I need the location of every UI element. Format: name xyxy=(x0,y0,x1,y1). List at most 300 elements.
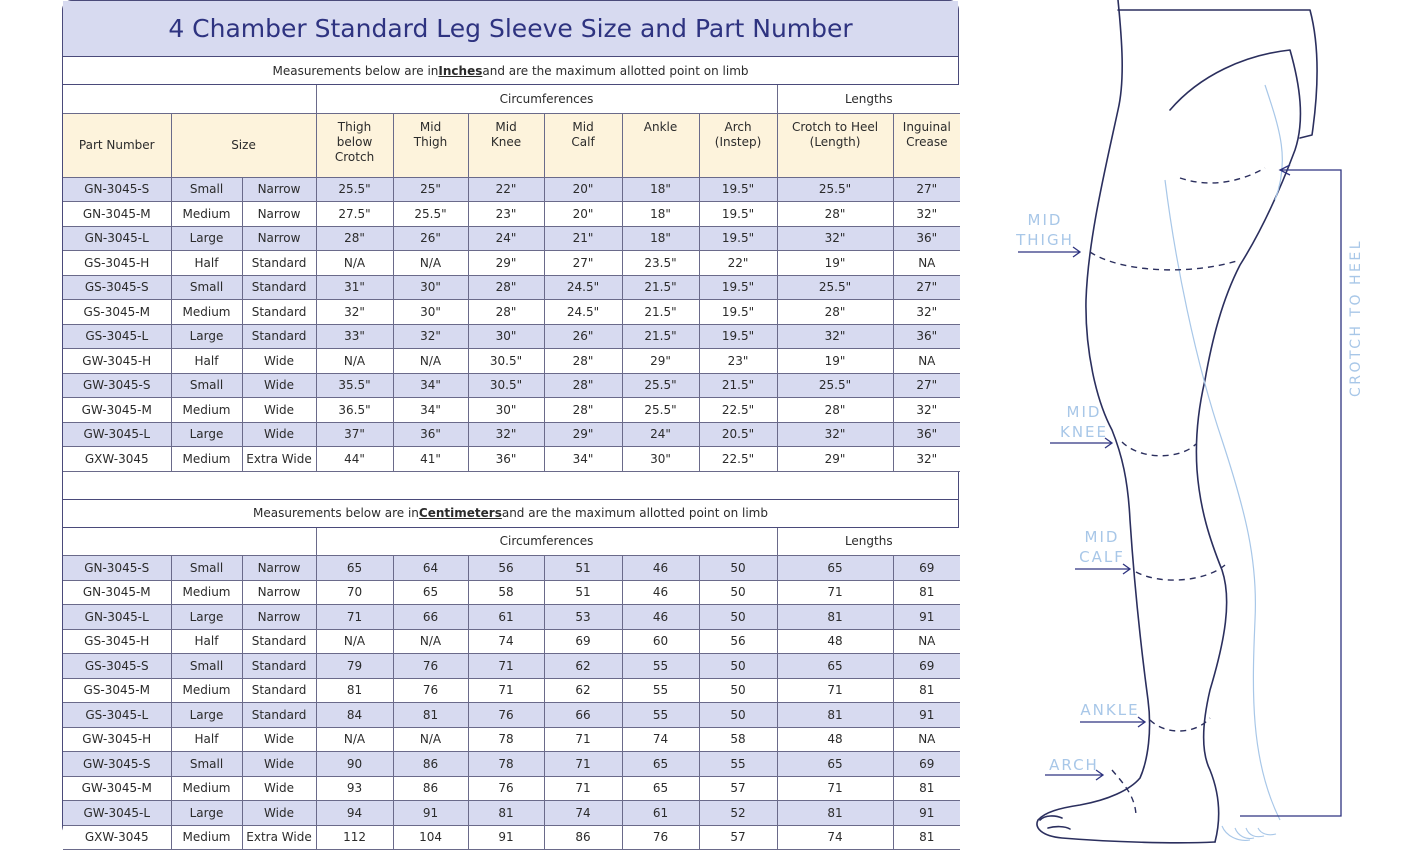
table-cell: 28" xyxy=(316,226,393,251)
table-cell: Small xyxy=(171,752,242,777)
table-cell: 51 xyxy=(544,580,622,605)
label-arch: ARCH xyxy=(1049,756,1099,774)
table-cell: NA xyxy=(893,629,960,654)
table-cell: 55 xyxy=(699,752,777,777)
table-cell: GXW-3045 xyxy=(63,447,171,472)
table-cell: 30" xyxy=(468,398,544,423)
table-cell: Medium xyxy=(171,825,242,850)
table-cell: 32" xyxy=(468,422,544,447)
table-cell: 104 xyxy=(393,825,468,850)
inner-leg-line xyxy=(1165,180,1280,820)
table-row xyxy=(63,226,960,251)
table-row xyxy=(63,629,960,654)
table-cell: Extra Wide xyxy=(242,447,316,472)
mid-calf-cut xyxy=(1136,565,1225,580)
table-cell: 36" xyxy=(893,226,960,251)
table-cell: 36" xyxy=(893,422,960,447)
table-cell: 86 xyxy=(393,776,468,801)
table-cell: 18" xyxy=(622,177,699,202)
table-cell: 21.5" xyxy=(699,373,777,398)
cm-note-unit: Centimeters xyxy=(418,506,502,520)
table-cell: 46 xyxy=(622,556,699,581)
table-cell: GW-3045-S xyxy=(63,752,171,777)
table-cell: 21.5" xyxy=(622,275,699,300)
col-arch: Arch (Instep) xyxy=(699,113,777,177)
table-cell: 91 xyxy=(393,801,468,826)
table-cell: 74 xyxy=(622,727,699,752)
table-row xyxy=(63,398,960,423)
table-cell: 28" xyxy=(544,349,622,374)
table-cell: Wide xyxy=(242,727,316,752)
table-cell: Wide xyxy=(242,776,316,801)
table-cell: 24" xyxy=(468,226,544,251)
table-cell: Wide xyxy=(242,373,316,398)
table-cell: 32" xyxy=(316,300,393,325)
table-cell: 32" xyxy=(777,226,893,251)
table-cell: 65 xyxy=(393,580,468,605)
table-cell: GN-3045-S xyxy=(63,556,171,581)
table-cell: 30" xyxy=(622,447,699,472)
table-cell: Medium xyxy=(171,678,242,703)
table-cell: 30.5" xyxy=(468,373,544,398)
table-cell: 34" xyxy=(544,447,622,472)
col-thigh-below-crotch: Thigh below Crotch xyxy=(316,113,393,177)
table-cell: Standard xyxy=(242,629,316,654)
table-cell: GXW-3045 xyxy=(63,825,171,850)
table-cell: N/A xyxy=(316,629,393,654)
table-cell: 30" xyxy=(393,275,468,300)
table-cell: 21" xyxy=(544,226,622,251)
table-row xyxy=(63,776,960,801)
table-cell: 25.5" xyxy=(777,177,893,202)
label-ankle: ANKLE xyxy=(1080,701,1140,719)
table-cell: 24.5" xyxy=(544,300,622,325)
table-cell: Wide xyxy=(242,398,316,423)
table-row xyxy=(63,373,960,398)
table-row xyxy=(63,727,960,752)
table-cell: 32" xyxy=(893,398,960,423)
circumferences-header: Circumferences xyxy=(316,85,777,113)
table-cell: 19.5" xyxy=(699,275,777,300)
table-cell: N/A xyxy=(393,251,468,276)
table-cell: Small xyxy=(171,556,242,581)
table-cell: Medium xyxy=(171,398,242,423)
col-part-number: Part Number xyxy=(63,113,171,177)
table-cell: 23" xyxy=(699,349,777,374)
table-cell: 31" xyxy=(316,275,393,300)
table-cell: GS-3045-S xyxy=(63,654,171,679)
table-cell: 61 xyxy=(622,801,699,826)
table-cell: Large xyxy=(171,422,242,447)
table-cell: GN-3045-M xyxy=(63,202,171,227)
table-cell: 71 xyxy=(777,776,893,801)
table-cell: 50 xyxy=(699,605,777,630)
table-cell: N/A xyxy=(316,251,393,276)
table-cell: 84 xyxy=(316,703,393,728)
table-cell: 18" xyxy=(622,226,699,251)
table-cell: Small xyxy=(171,177,242,202)
table-cell: 32" xyxy=(393,324,468,349)
circumferences-header-cm: Circumferences xyxy=(316,528,777,556)
table-cell: 34" xyxy=(393,398,468,423)
table-cell: GW-3045-H xyxy=(63,727,171,752)
table-cell: 19.5" xyxy=(699,324,777,349)
table-cell: 66 xyxy=(393,605,468,630)
table-cell: GN-3045-S xyxy=(63,177,171,202)
table-row xyxy=(63,202,960,227)
table-cell: GS-3045-S xyxy=(63,275,171,300)
inches-note-pre: Measurements below are in xyxy=(272,63,439,78)
table-cell: 28" xyxy=(777,300,893,325)
table-cell: 55 xyxy=(622,678,699,703)
table-cell: 25.5" xyxy=(622,398,699,423)
table-cell: 91 xyxy=(468,825,544,850)
table-cell: 23" xyxy=(468,202,544,227)
table-row xyxy=(63,580,960,605)
table-cell: 50 xyxy=(699,556,777,581)
table-cell: 32" xyxy=(893,447,960,472)
table-cell: 56 xyxy=(699,629,777,654)
table-cell: 41" xyxy=(393,447,468,472)
table-cell: 81 xyxy=(893,825,960,850)
table-cell: 37" xyxy=(316,422,393,447)
col-size: Size xyxy=(171,113,316,177)
table-cell: Standard xyxy=(242,275,316,300)
table-cell: 71 xyxy=(468,654,544,679)
inches-table xyxy=(63,85,960,472)
cm-table-body xyxy=(63,556,960,850)
table-cell: 76 xyxy=(393,654,468,679)
table-cell: 94 xyxy=(316,801,393,826)
table-cell: 81 xyxy=(777,801,893,826)
table-cell: 24.5" xyxy=(544,275,622,300)
table-cell: GW-3045-L xyxy=(63,801,171,826)
table-cell: 91 xyxy=(893,605,960,630)
table-cell: 21.5" xyxy=(622,324,699,349)
table-cell: 25.5" xyxy=(777,373,893,398)
table-cell: 86 xyxy=(544,825,622,850)
table-cell: 35.5" xyxy=(316,373,393,398)
table-cell: 81 xyxy=(393,703,468,728)
table-cell: 57 xyxy=(699,825,777,850)
table-cell: 22.5" xyxy=(699,398,777,423)
table-cell: Narrow xyxy=(242,580,316,605)
table-cell: 76 xyxy=(622,825,699,850)
table-cell: 71 xyxy=(777,580,893,605)
table-cell: N/A xyxy=(393,349,468,374)
inner-crease-line xyxy=(1265,85,1282,200)
table-cell: 76 xyxy=(393,678,468,703)
table-cell: 27" xyxy=(544,251,622,276)
table-cell: 20" xyxy=(544,177,622,202)
table-cell: N/A xyxy=(316,349,393,374)
table-cell: 69 xyxy=(893,556,960,581)
table-cell: 24" xyxy=(622,422,699,447)
table-cell: Small xyxy=(171,275,242,300)
cm-table xyxy=(63,528,960,851)
table-cell: Large xyxy=(171,801,242,826)
table-cell: 74 xyxy=(468,629,544,654)
table-cell: 25.5" xyxy=(622,373,699,398)
waist-band xyxy=(1118,10,1317,138)
table-cell: GS-3045-L xyxy=(63,703,171,728)
table-cell: 64 xyxy=(393,556,468,581)
table-cell: 30" xyxy=(468,324,544,349)
table-cell: 19.5" xyxy=(699,300,777,325)
table-cell: N/A xyxy=(316,727,393,752)
table-cell: 21.5" xyxy=(622,300,699,325)
table-cell: 18" xyxy=(622,202,699,227)
table-cell: GW-3045-L xyxy=(63,422,171,447)
table-cell: 69 xyxy=(893,654,960,679)
table-cell: 22.5" xyxy=(699,447,777,472)
table-cell: 33" xyxy=(316,324,393,349)
table-cell: 81 xyxy=(777,703,893,728)
table-cell: 66 xyxy=(544,703,622,728)
table-cell: GN-3045-M xyxy=(63,580,171,605)
col-inguinal-crease: Inguinal Crease xyxy=(893,113,960,177)
table-row xyxy=(63,703,960,728)
table-cell: Medium xyxy=(171,300,242,325)
table-row xyxy=(63,605,960,630)
table-cell: GW-3045-M xyxy=(63,776,171,801)
table-cell: 81 xyxy=(316,678,393,703)
table-cell: 55 xyxy=(622,703,699,728)
table-cell: 50 xyxy=(699,654,777,679)
table-cell: 86 xyxy=(393,752,468,777)
table-cell: 44" xyxy=(316,447,393,472)
table-cell: 55 xyxy=(622,654,699,679)
table-cell: 22" xyxy=(699,251,777,276)
table-cell: Medium xyxy=(171,776,242,801)
lengths-header-cm: Lengths xyxy=(777,528,960,556)
table-cell: GW-3045-H xyxy=(63,349,171,374)
table-cell: 91 xyxy=(893,801,960,826)
leg-diagram xyxy=(975,0,1411,854)
table-cell: 50 xyxy=(699,580,777,605)
table-cell: 65 xyxy=(777,752,893,777)
table-row xyxy=(63,324,960,349)
inches-note-unit: Inches xyxy=(438,63,483,78)
table-cell: 48 xyxy=(777,629,893,654)
table-cell: 22" xyxy=(468,177,544,202)
arch-cut xyxy=(1112,770,1136,815)
table-row xyxy=(63,251,960,276)
table-cell: 50 xyxy=(699,703,777,728)
table-cell: Large xyxy=(171,226,242,251)
table-cell: 36" xyxy=(393,422,468,447)
table-cell: 27" xyxy=(893,177,960,202)
table-cell: 58 xyxy=(468,580,544,605)
table-cell: 81 xyxy=(468,801,544,826)
table-cell: 71 xyxy=(316,605,393,630)
foot-sole-lines xyxy=(1222,826,1276,840)
table-cell: 25" xyxy=(393,177,468,202)
table-cell: 28" xyxy=(777,398,893,423)
table-cell: 78 xyxy=(468,727,544,752)
table-cell: Narrow xyxy=(242,226,316,251)
table-cell: Wide xyxy=(242,752,316,777)
table-cell: Wide xyxy=(242,422,316,447)
inches-table-body xyxy=(63,177,960,471)
table-cell: 32" xyxy=(777,324,893,349)
table-cell: Standard xyxy=(242,324,316,349)
mid-thigh-cut xyxy=(1090,252,1240,270)
table-cell: 62 xyxy=(544,678,622,703)
table-cell: GS-3045-M xyxy=(63,678,171,703)
label-mid-knee: MID KNEE xyxy=(1059,403,1108,441)
table-cell: 26" xyxy=(393,226,468,251)
table-cell: 65 xyxy=(777,654,893,679)
table-cell: 36" xyxy=(893,324,960,349)
table-cell: 26" xyxy=(544,324,622,349)
table-cell: 71 xyxy=(544,776,622,801)
table-cell: 28" xyxy=(468,300,544,325)
cm-note xyxy=(63,500,958,528)
table-cell: Standard xyxy=(242,654,316,679)
table-cell: Narrow xyxy=(242,177,316,202)
table-cell: 91 xyxy=(893,703,960,728)
table-cell: Half xyxy=(171,727,242,752)
table-cell: 74 xyxy=(544,801,622,826)
table-cell: 65 xyxy=(622,752,699,777)
table-cell: GS-3045-H xyxy=(63,251,171,276)
table-cell: 79 xyxy=(316,654,393,679)
page-title: 4 Chamber Standard Leg Sleeve Size and Part Number xyxy=(63,1,958,57)
table-cell: N/A xyxy=(393,727,468,752)
table-cell: 71 xyxy=(777,678,893,703)
table-cell: 36" xyxy=(468,447,544,472)
table-cell: N/A xyxy=(393,629,468,654)
table-row xyxy=(63,654,960,679)
table-cell: 34" xyxy=(393,373,468,398)
table-row xyxy=(63,300,960,325)
table-cell: Medium xyxy=(171,202,242,227)
table-cell: GW-3045-S xyxy=(63,373,171,398)
table-cell: 28" xyxy=(544,373,622,398)
table-cell: 27.5" xyxy=(316,202,393,227)
table-cell: 71 xyxy=(468,678,544,703)
table-cell: Small xyxy=(171,373,242,398)
column-header-row xyxy=(63,113,960,177)
table-cell: 70 xyxy=(316,580,393,605)
table-cell: Wide xyxy=(242,349,316,374)
table-cell: 69 xyxy=(544,629,622,654)
table-cell: 69 xyxy=(893,752,960,777)
table-cell: 74 xyxy=(777,825,893,850)
inches-note xyxy=(63,57,958,85)
toe-detail xyxy=(1040,816,1070,829)
table-cell: 81 xyxy=(893,580,960,605)
table-cell: 27" xyxy=(893,373,960,398)
table-cell: 48 xyxy=(777,727,893,752)
table-cell: GS-3045-H xyxy=(63,629,171,654)
table-cell: 29" xyxy=(468,251,544,276)
table-cell: 78 xyxy=(468,752,544,777)
table-cell: Large xyxy=(171,324,242,349)
table-cell: Standard xyxy=(242,251,316,276)
table-cell: Standard xyxy=(242,300,316,325)
table-cell: Large xyxy=(171,605,242,630)
ankle-cut xyxy=(1150,718,1210,731)
table-cell: 81 xyxy=(777,605,893,630)
table-cell: Extra Wide xyxy=(242,825,316,850)
upper-thigh-cut xyxy=(1180,168,1265,183)
leg-outline-front xyxy=(1170,50,1300,842)
table-cell: 30.5" xyxy=(468,349,544,374)
table-cell: 76 xyxy=(468,703,544,728)
cm-note-post: and are the maximum allotted point on limb xyxy=(501,506,768,520)
table-cell: 71 xyxy=(544,752,622,777)
table-row xyxy=(63,678,960,703)
table-cell: 28" xyxy=(468,275,544,300)
label-crotch-to-heel: CROTCH TO HEEL xyxy=(1348,238,1364,398)
table-cell: 62 xyxy=(544,654,622,679)
table-cell: Half xyxy=(171,251,242,276)
table-cell: 58 xyxy=(699,727,777,752)
table-cell: GN-3045-L xyxy=(63,605,171,630)
table-cell: 19" xyxy=(777,251,893,276)
table-cell: 23.5" xyxy=(622,251,699,276)
table-cell: 61 xyxy=(468,605,544,630)
table-cell: 25.5" xyxy=(777,275,893,300)
table-row xyxy=(63,752,960,777)
table-cell: 29" xyxy=(622,349,699,374)
table-cell: Large xyxy=(171,703,242,728)
table-row xyxy=(63,556,960,581)
table-cell: Standard xyxy=(242,678,316,703)
table-cell: 52 xyxy=(699,801,777,826)
inches-note-post: and are the maximum allotted point on limb xyxy=(482,63,749,78)
table-cell: 65 xyxy=(622,776,699,801)
table-cell: 19.5" xyxy=(699,226,777,251)
label-mid-thigh: MID THIGH xyxy=(1016,211,1074,249)
table-cell: Medium xyxy=(171,447,242,472)
col-crotch-to-heel: Crotch to Heel (Length) xyxy=(777,113,893,177)
table-row xyxy=(63,275,960,300)
table-cell: 53 xyxy=(544,605,622,630)
table-cell: 71 xyxy=(544,727,622,752)
table-cell: 32" xyxy=(893,300,960,325)
table-row xyxy=(63,801,960,826)
table-cell: 19.5" xyxy=(699,177,777,202)
table-cell: 51 xyxy=(544,556,622,581)
table-cell: 56 xyxy=(468,556,544,581)
table-row xyxy=(63,349,960,374)
table-cell: NA xyxy=(893,727,960,752)
table-cell: GS-3045-L xyxy=(63,324,171,349)
table-cell: 25.5" xyxy=(393,202,468,227)
table-cell: 27" xyxy=(893,275,960,300)
table-cell: 112 xyxy=(316,825,393,850)
mid-knee-cut xyxy=(1122,442,1196,456)
table-cell: 90 xyxy=(316,752,393,777)
table-cell: 28" xyxy=(777,202,893,227)
table-row xyxy=(63,422,960,447)
cm-note-pre: Measurements below are in xyxy=(253,506,419,520)
table-cell: 20.5" xyxy=(699,422,777,447)
table-cell: 57 xyxy=(699,776,777,801)
table-cell: 65 xyxy=(316,556,393,581)
table-cell: 81 xyxy=(893,678,960,703)
table-cell: 30" xyxy=(393,300,468,325)
table-cell: Medium xyxy=(171,580,242,605)
table-cell: Standard xyxy=(242,703,316,728)
label-mid-calf: MID CALF xyxy=(1079,528,1125,566)
table-cell: 50 xyxy=(699,678,777,703)
table-cell: 19" xyxy=(777,349,893,374)
table-cell: 36.5" xyxy=(316,398,393,423)
